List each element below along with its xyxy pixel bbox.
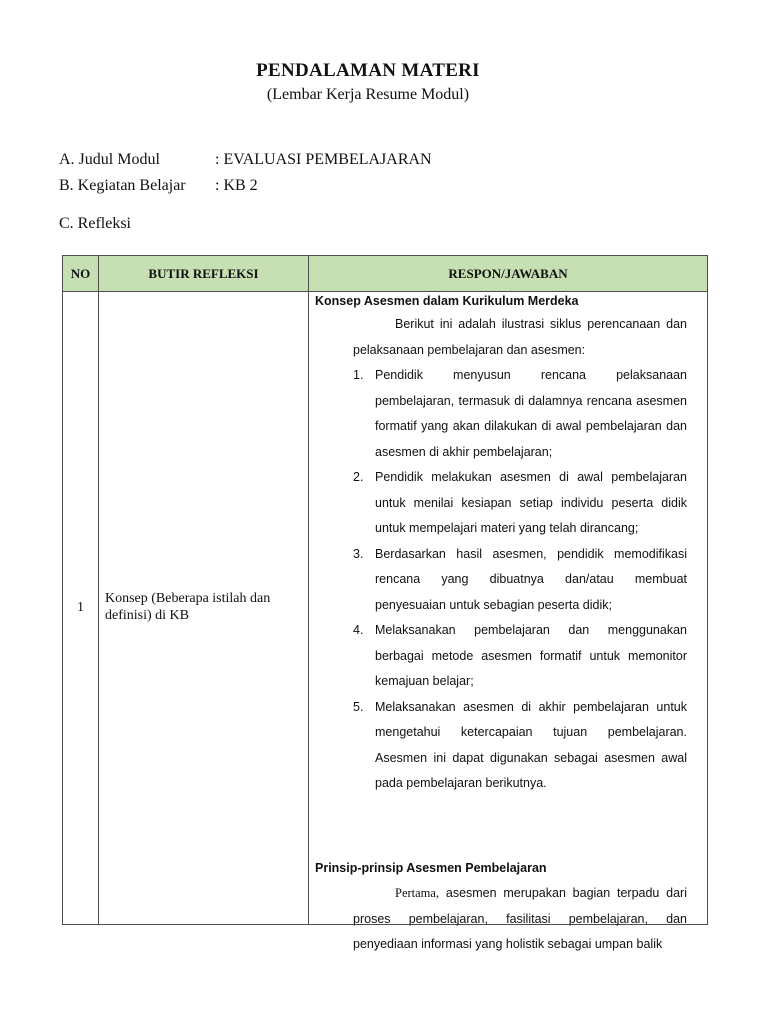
module-title-label: A. Judul Modul: [59, 151, 160, 168]
column-header-response: RESPON/JAWABAN: [309, 256, 708, 292]
list-number: 3.: [353, 546, 364, 561]
list-item-text: Berdasarkan hasil asesmen, pendidik memodifikasi rencana yang dibuatnya dan/atau membuat penyesuaian untuk sebagian peserta didik;: [375, 546, 687, 612]
table-row: [63, 292, 708, 925]
learning-activity-value: : KB 2: [215, 177, 258, 194]
list-number: 1.: [353, 368, 364, 382]
intro-text: Berikut ini adalah ilustrasi siklus perencanaan dan pelaksanaan pembelajaran dan asesmen:: [353, 317, 687, 357]
principle-text: asesmen merupakan bagian terpadu dari proses pembelajaran, fasilitasi pembelajaran, dan penyediaan informasi yang holistik sebagai umpan balik: [353, 886, 687, 951]
principles-paragraph: [353, 881, 687, 958]
list-item-text: Melaksanakan pembelajaran dan menggunakan berbagai metode asesmen formatif untuk memonitor kemajuan belajar;: [375, 623, 687, 688]
intro-paragraph: [353, 312, 687, 363]
reflection-item: Konsep (Beberapa istilah dan definisi) di KB: [99, 292, 309, 925]
page-title: PENDALAMAN MATERI: [256, 60, 480, 81]
table-header-row: [63, 256, 708, 292]
section-heading-principles: Prinsip-prinsip Asesmen Pembelajaran: [315, 861, 547, 875]
module-title-row: [59, 151, 432, 169]
principle-first-word: Pertama,: [395, 886, 440, 900]
page-subtitle: (Lembar Kerja Resume Modul): [266, 86, 470, 103]
list-number: 5.: [353, 699, 364, 714]
response-cell: [309, 292, 708, 951]
column-header-no: NO: [63, 256, 99, 292]
list-number: 2.: [353, 470, 364, 484]
list-item: [353, 363, 687, 465]
column-header-item: BUTIR REFLEKSI: [99, 256, 309, 292]
list-item: [353, 465, 687, 542]
list-item: [353, 618, 687, 695]
module-title-value: : EVALUASI PEMBELAJARAN: [215, 151, 432, 168]
list-item-text: Melaksanakan asesmen di akhir pembelajaran untuk mengetahui ketercapaian tujuan pembelajaran. Asesmen ini dapat digunakan sebagai asesmen awal pada pembelajaran berikutnya.: [375, 699, 687, 790]
list-item-text: Pendidik menyusun rencana pelaksanaan pembelajaran, termasuk di dalamnya rencana asesmen formatif yang akan dilakukan di awal pembelajaran dan asesmen di akhir pembelajaran;: [375, 368, 687, 459]
reflection-table: [62, 255, 708, 951]
row-number: 1: [63, 292, 99, 925]
list-item: [353, 695, 687, 797]
list-item: [353, 542, 687, 619]
list-number: 4.: [353, 623, 364, 637]
cycle-list: [353, 363, 687, 797]
list-item-text: Pendidik melakukan asesmen di awal pembelajaran untuk menilai kesiapan setiap individu peserta didik untuk mempelajari materi yang telah dirancang;: [375, 470, 687, 535]
reflection-section-label: C. Refleksi: [59, 215, 131, 232]
section-heading-concept: Konsep Asesmen dalam Kurikulum Merdeka: [315, 294, 579, 308]
learning-activity-row: [59, 177, 258, 195]
learning-activity-label: B. Kegiatan Belajar: [59, 177, 186, 194]
